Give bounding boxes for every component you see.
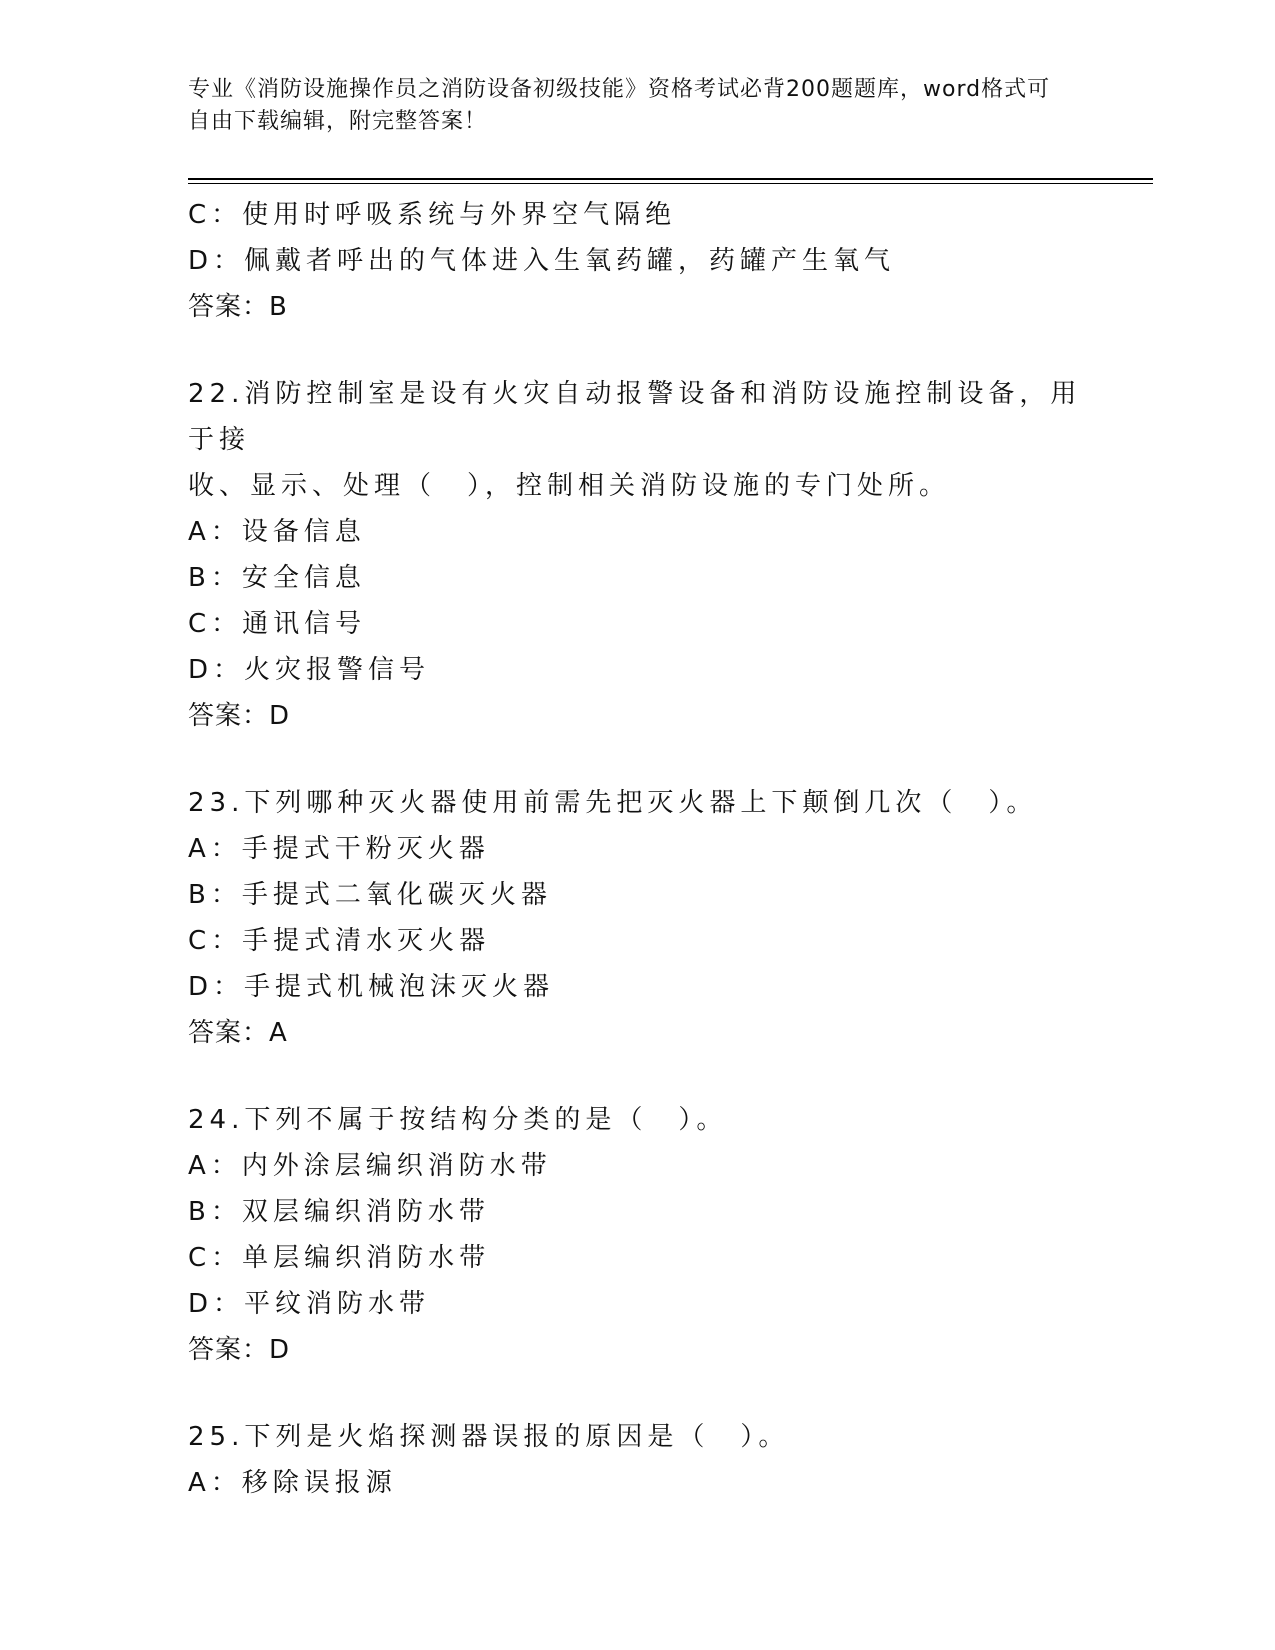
option-b: B：双层编织消防水带 — [188, 1197, 490, 1227]
question-24 — [188, 1097, 1088, 1373]
question-stem: 24.下列不属于按结构分类的是（ ）。 — [188, 1105, 728, 1135]
question-stem-continued: 收、显示、处理（ ），控制相关消防设施的专门处所。 — [188, 471, 951, 501]
option-b: B：安全信息 — [188, 563, 366, 593]
header-divider-thin — [188, 183, 1153, 184]
question-stem: 25.下列是火焰探测器误报的原因是（ ）。 — [188, 1422, 790, 1452]
question-25 — [188, 1414, 1088, 1506]
document-header: 专业《消防设施操作员之消防设备初级技能》资格考试必背200题题库，word格式可自由下载编辑，附完整答案！ — [188, 77, 1051, 134]
option-d: D：手提式机械泡沫灭火器 — [188, 972, 555, 1002]
option-a: A：移除误报源 — [188, 1468, 397, 1498]
question-stem: 22.消防控制室是设有火灾自动报警设备和消防设施控制设备，用于接 — [188, 379, 1082, 455]
option-c: C：单层编织消防水带 — [188, 1243, 491, 1273]
question-fragment — [188, 192, 1088, 330]
option-a: A：手提式干粉灭火器 — [188, 834, 490, 864]
option-a: A：设备信息 — [188, 517, 366, 547]
option-d: D：平纹消防水带 — [188, 1289, 431, 1319]
document-body — [188, 192, 1088, 1506]
answer: 答案：A — [188, 1018, 288, 1048]
option-a: A：内外涂层编织消防水带 — [188, 1151, 552, 1181]
option-c: C：使用时呼吸系统与外界空气隔绝 — [188, 200, 677, 230]
option-c: C：通讯信号 — [188, 609, 367, 639]
option-b: B：手提式二氧化碳灭火器 — [188, 880, 552, 910]
answer: 答案：D — [188, 701, 291, 731]
question-22 — [188, 371, 1088, 739]
question-stem: 23.下列哪种灭火器使用前需先把灭火器上下颠倒几次（ ）。 — [188, 788, 1038, 818]
option-d: D：火灾报警信号 — [188, 655, 431, 685]
option-c: C：手提式清水灭火器 — [188, 926, 491, 956]
answer: 答案：D — [188, 1335, 291, 1365]
header-divider-thick — [188, 178, 1153, 180]
option-d: D：佩戴者呼出的气体进入生氧药罐，药罐产生氧气 — [188, 246, 896, 276]
answer: 答案：B — [188, 292, 288, 322]
question-23 — [188, 780, 1088, 1056]
